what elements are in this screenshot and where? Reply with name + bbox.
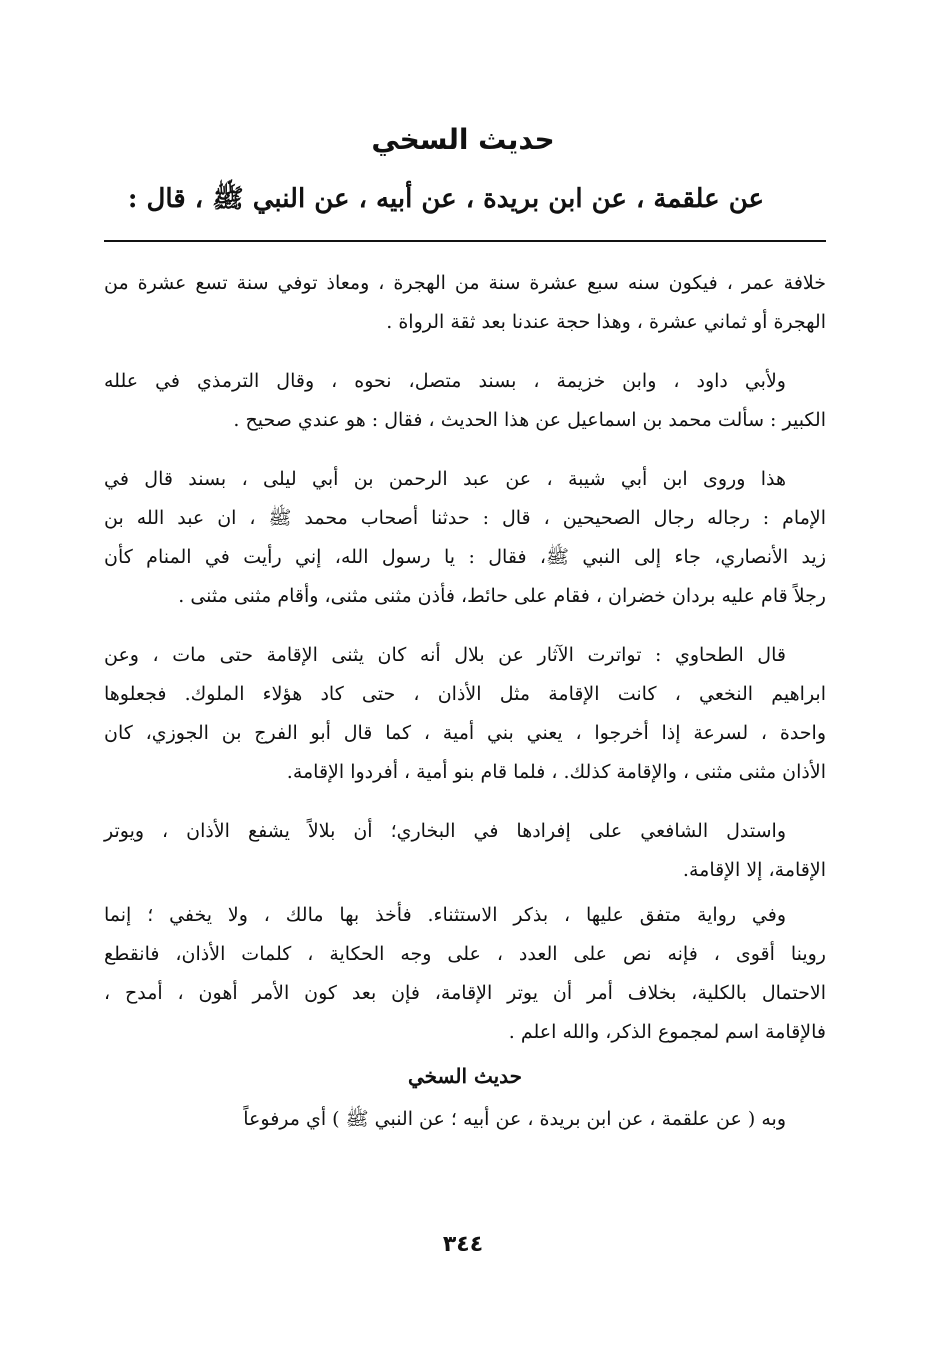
- text-line: واحدة ، لسرعة إذا أخرجوا ، يعني بني أمية ، كما قال أبو الفرج بن الجوزي، كان: [104, 722, 826, 744]
- hadith-chain-heading: عن علقمة ، عن ابن بريدة ، عن أبيه ، عن النبي ﷺ ، قال :: [127, 184, 764, 214]
- page-title: حديث السخي: [371, 123, 555, 156]
- text-line: واستدل الشافعي على إفرادها في البخاري؛ أن بلالاً يشفع الأذان ، ويوتر: [104, 820, 786, 842]
- text-line: وبه ( عن علقمة ، عن ابن بريدة ، عن أبيه ؛ عن النبي ﷺ ) أي مرفوعاً: [243, 1108, 786, 1130]
- text-line: زيد الأنصاري، جاء إلى النبي ﷺ، فقال : يا رسول الله، إني رأيت في المنام كأن: [104, 546, 826, 568]
- text-line: الهجرة أو ثماني عشرة ، وهذا حجة عندنا بعد ثقة الرواة .: [386, 311, 826, 333]
- paragraph-3: [104, 460, 826, 616]
- text-line: الإمام : رجاله رجال الصحيحين ، قال : حدثنا أصحاب محمد ﷺ ، ان عبد الله بن: [104, 507, 826, 529]
- body-text: [104, 264, 826, 1159]
- text-line: الاحتمال بالكلية، بخلاف أمر أن يوتر الإقامة، فإن بعد كون الأمر أهون ، أمدح ،: [104, 982, 826, 1004]
- text-line: ابراهيم النخعي ، كانت الإقامة مثل الأذان ، حتى كاد هؤلاء الملوك. فجعلوها: [104, 683, 826, 705]
- text-line: روينا أقوى ، فإنه نص على العدد ، على وجه الحكاية ، كلمات الأذان، فانقطع: [104, 943, 826, 965]
- paragraph-1: [104, 264, 826, 342]
- paragraph-7: [104, 1100, 826, 1139]
- text-line: رجلاً قام عليه بردان خضران ، فقام على حائط، فأذن مثنى مثنى، وأقام مثنى مثنى .: [178, 585, 826, 607]
- text-line: فالإقامة اسم لمجموع الذكر، والله اعلم .: [508, 1021, 826, 1043]
- paragraph-5: [104, 812, 826, 890]
- section-subheading: حديث السخي: [407, 1064, 523, 1088]
- text-line: الإقامة، إلا الإقامة.: [682, 859, 826, 881]
- text-line: الأذان مثنى مثنى ، والإقامة كذلك. ، فلما قام بنو أمية ، أفردوا الإقامة.: [286, 761, 826, 783]
- paragraph-4: [104, 636, 826, 792]
- header-divider: [104, 240, 826, 242]
- text-line: خلافة عمر ، فيكون سنه سبع عشرة سنة من الهجرة ، ومعاذ توفي سنة تسع عشرة من: [104, 272, 826, 294]
- text-line: وفي رواية متفق عليها ، بذكر الاستثناء. فأخذ بها مالك ، ولا يخفي ؛ إنما: [104, 904, 786, 926]
- text-line: ولأبي داود ، وابن خزيمة ، بسند متصل، نحوه ، وقال الترمذي في علله: [104, 370, 786, 392]
- paragraph-2: [104, 362, 826, 440]
- text-line: هذا وروى ابن أبي شيبة ، عن عبد الرحمن بن أبي ليلى ، بسند قال في: [104, 468, 786, 490]
- page-number: ٣٤٤: [442, 1232, 484, 1257]
- paragraph-6: [104, 896, 826, 1052]
- text-line: قال الطحاوي : تواترت الآثار عن بلال أنه كان يثنى الإقامة حتى مات ، وعن: [104, 644, 786, 666]
- text-line: الكبير : سألت محمد بن اسماعيل عن هذا الحديث ، فقال : هو عندي صحيح .: [233, 409, 826, 431]
